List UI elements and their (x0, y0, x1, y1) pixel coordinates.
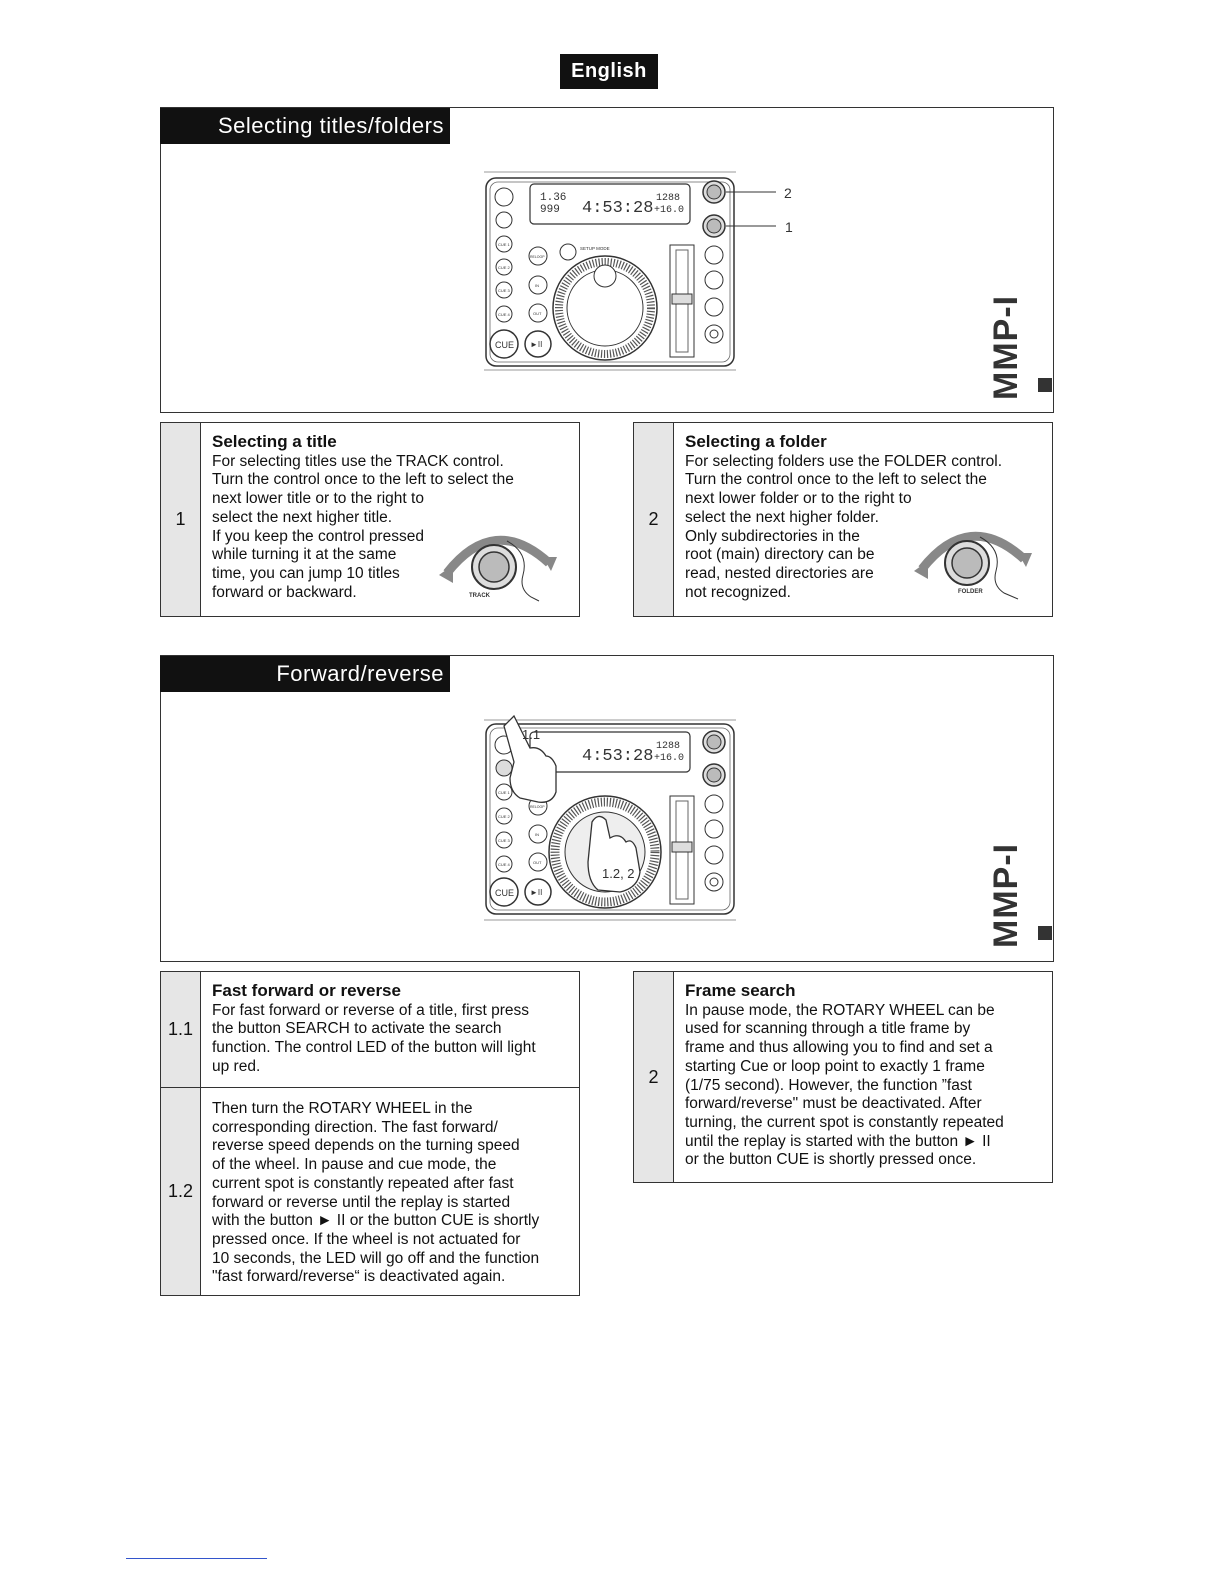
box-folder-line: next lower folder or to the right to (685, 490, 912, 508)
box-title-line: For selecting titles use the TRACK control. (212, 452, 504, 470)
box-frame-line: starting Cue or loop point to exactly 1 frame (685, 1057, 985, 1075)
box-frame-line: or the button CUE is shortly pressed once. (685, 1151, 977, 1169)
svg-text:►II: ►II (530, 888, 543, 897)
box-fast-line: For fast forward or reverse of a title, first press (212, 1001, 529, 1019)
svg-text:CUE 3: CUE 3 (498, 288, 510, 293)
svg-text:OUT: OUT (533, 311, 542, 316)
step-number-1-1: 1.1 (161, 972, 201, 1087)
box-fast-line: up red. (212, 1057, 261, 1075)
box-fast-line-b: corresponding direction. The fast forward/ (212, 1118, 498, 1136)
box-fast-line-b: current spot is constantly repeated after fast (212, 1174, 514, 1192)
track-knob-label: TRACK (469, 593, 490, 599)
callout-1: 1 (785, 219, 793, 235)
box-folder-line: Only subdirectories in the (685, 527, 860, 545)
box-fast-line-b: reverse speed depends on the turning speed (212, 1137, 520, 1155)
svg-text:CUE: CUE (495, 340, 515, 350)
track-knob-illustration (439, 523, 559, 605)
box-folder-line: root (main) directory can be (685, 546, 875, 564)
box-fast-line: function. The control LED of the button will light (212, 1039, 536, 1057)
box-folder-line: Turn the control once to the left to select the (685, 471, 987, 489)
box-title-line: If you keep the control pressed (212, 527, 424, 545)
svg-text:CUE: CUE (495, 888, 515, 898)
device-illustration-1 (480, 170, 810, 375)
svg-text:CUE 1: CUE 1 (498, 242, 510, 247)
display-right-bottom: +16.0 (654, 205, 685, 216)
box-title-line: next lower title or to the right to (212, 490, 424, 508)
svg-text:CUE 4: CUE 4 (498, 862, 510, 867)
box-frame-line: until the replay is started with the button ► II (685, 1132, 991, 1150)
svg-text:CUE 2: CUE 2 (498, 814, 510, 819)
svg-text:RELOOP: RELOOP (530, 805, 545, 809)
svg-text:IN: IN (535, 283, 539, 288)
box-title-line: select the next higher title. (212, 508, 393, 526)
section-header-selecting: Selecting titles/folders (160, 108, 450, 144)
box-frame-line: forward/reverse" must be deactivated. After (685, 1095, 982, 1113)
svg-text:CUE 4: CUE 4 (498, 312, 510, 317)
power-button[interactable] (705, 325, 723, 343)
box-frame-search (633, 971, 1053, 1183)
svg-text:OUT: OUT (533, 860, 542, 865)
footer-rule (126, 1558, 267, 1559)
display-right-bottom-2: +16.0 (654, 753, 685, 764)
box-fast-forward (160, 971, 580, 1296)
model-label-text-2: MMP-I (987, 842, 1025, 948)
box-fast-line-b: forward or reverse until the replay is started (212, 1193, 511, 1211)
step-number-1-2: 1.2 (161, 1088, 201, 1295)
step-number-1: 1 (161, 423, 201, 616)
box-fast-heading: Fast forward or reverse (212, 981, 401, 1000)
step-number-2: 2 (634, 423, 674, 616)
box-fast-line-b: with the button ► II or the button CUE is shortly (212, 1212, 540, 1230)
svg-text:RELOOP: RELOOP (530, 255, 545, 259)
box-title-line: time, you can jump 10 titles (212, 564, 400, 582)
box-selecting-title (160, 422, 580, 617)
box-fast-line-b: Then turn the ROTARY WHEEL in the (212, 1100, 473, 1117)
box-fast-line: the button SEARCH to activate the search (212, 1020, 502, 1038)
svg-text:►II: ►II (530, 340, 543, 349)
step-number-2b: 2 (634, 972, 674, 1182)
box-frame-line: frame and thus allowing you to find and set a (685, 1039, 993, 1057)
model-label-2 (987, 818, 1046, 948)
display-right-top-2: 1288 (656, 741, 681, 752)
callout-top: 1.1 (522, 727, 541, 742)
box-selecting-folder (633, 422, 1053, 617)
svg-text:IN: IN (535, 832, 539, 837)
svg-text:CUE 1: CUE 1 (498, 790, 510, 795)
box-fast-line-b: 10 seconds, the LED will go off and the function (212, 1249, 540, 1267)
display-left: 1.36 (540, 192, 567, 204)
box-folder-line: select the next higher folder. (685, 508, 879, 526)
display-left2: 999 (540, 204, 560, 216)
model-label-text: MMP-I (987, 294, 1025, 400)
section-header-forward: Forward/reverse (160, 656, 450, 692)
box-fast-line-b: of the wheel. In pause and cue mode, the (212, 1156, 497, 1174)
box-fast-line-b: pressed once. If the wheel is not actuated for (212, 1230, 521, 1248)
folder-knob-label: FOLDER (958, 589, 983, 595)
callout-wheel: 1.2, 2 (602, 866, 635, 881)
box-title-line: Turn the control once to the left to select the (212, 471, 514, 489)
box-title-heading: Selecting a title (212, 432, 337, 451)
svg-text:CUE 3: CUE 3 (498, 838, 510, 843)
box-title-line: forward or backward. (212, 583, 357, 601)
device-illustration-2 (480, 712, 740, 924)
box-folder-heading: Selecting a folder (685, 432, 827, 451)
display-time-2: 4:53:28 (582, 747, 654, 766)
callout-2: 2 (784, 185, 792, 201)
box-fast-line-b: "fast forward/reverse“ is deactivated again. (212, 1268, 506, 1286)
model-square-icon (1038, 378, 1052, 392)
box-frame-line: In pause mode, the ROTARY WHEEL can be (685, 1001, 995, 1019)
search-button[interactable] (496, 760, 512, 776)
box-frame-line: used for scanning through a title frame by (685, 1020, 971, 1038)
model-square-icon-2 (1038, 926, 1052, 940)
box-frame-line: turning, the current spot is constantly repeated (685, 1113, 1004, 1131)
display-right-top: 1288 (656, 193, 681, 204)
model-label (987, 270, 1046, 400)
box-folder-line: read, nested directories are (685, 564, 874, 582)
language-badge: English (560, 54, 658, 89)
svg-text:SETUP MODE: SETUP MODE (580, 246, 610, 251)
box-folder-line: For selecting folders use the FOLDER control. (685, 452, 1003, 470)
display-time: 4:53:28 (582, 199, 654, 218)
box-frame-heading: Frame search (685, 981, 796, 1000)
box-frame-line: (1/75 second). However, the function ”fast (685, 1076, 972, 1094)
box-folder-line: not recognized. (685, 583, 791, 601)
svg-text:CUE 2: CUE 2 (498, 265, 510, 270)
folder-knob-illustration (914, 519, 1034, 605)
box-title-line: while turning it at the same (212, 546, 397, 564)
